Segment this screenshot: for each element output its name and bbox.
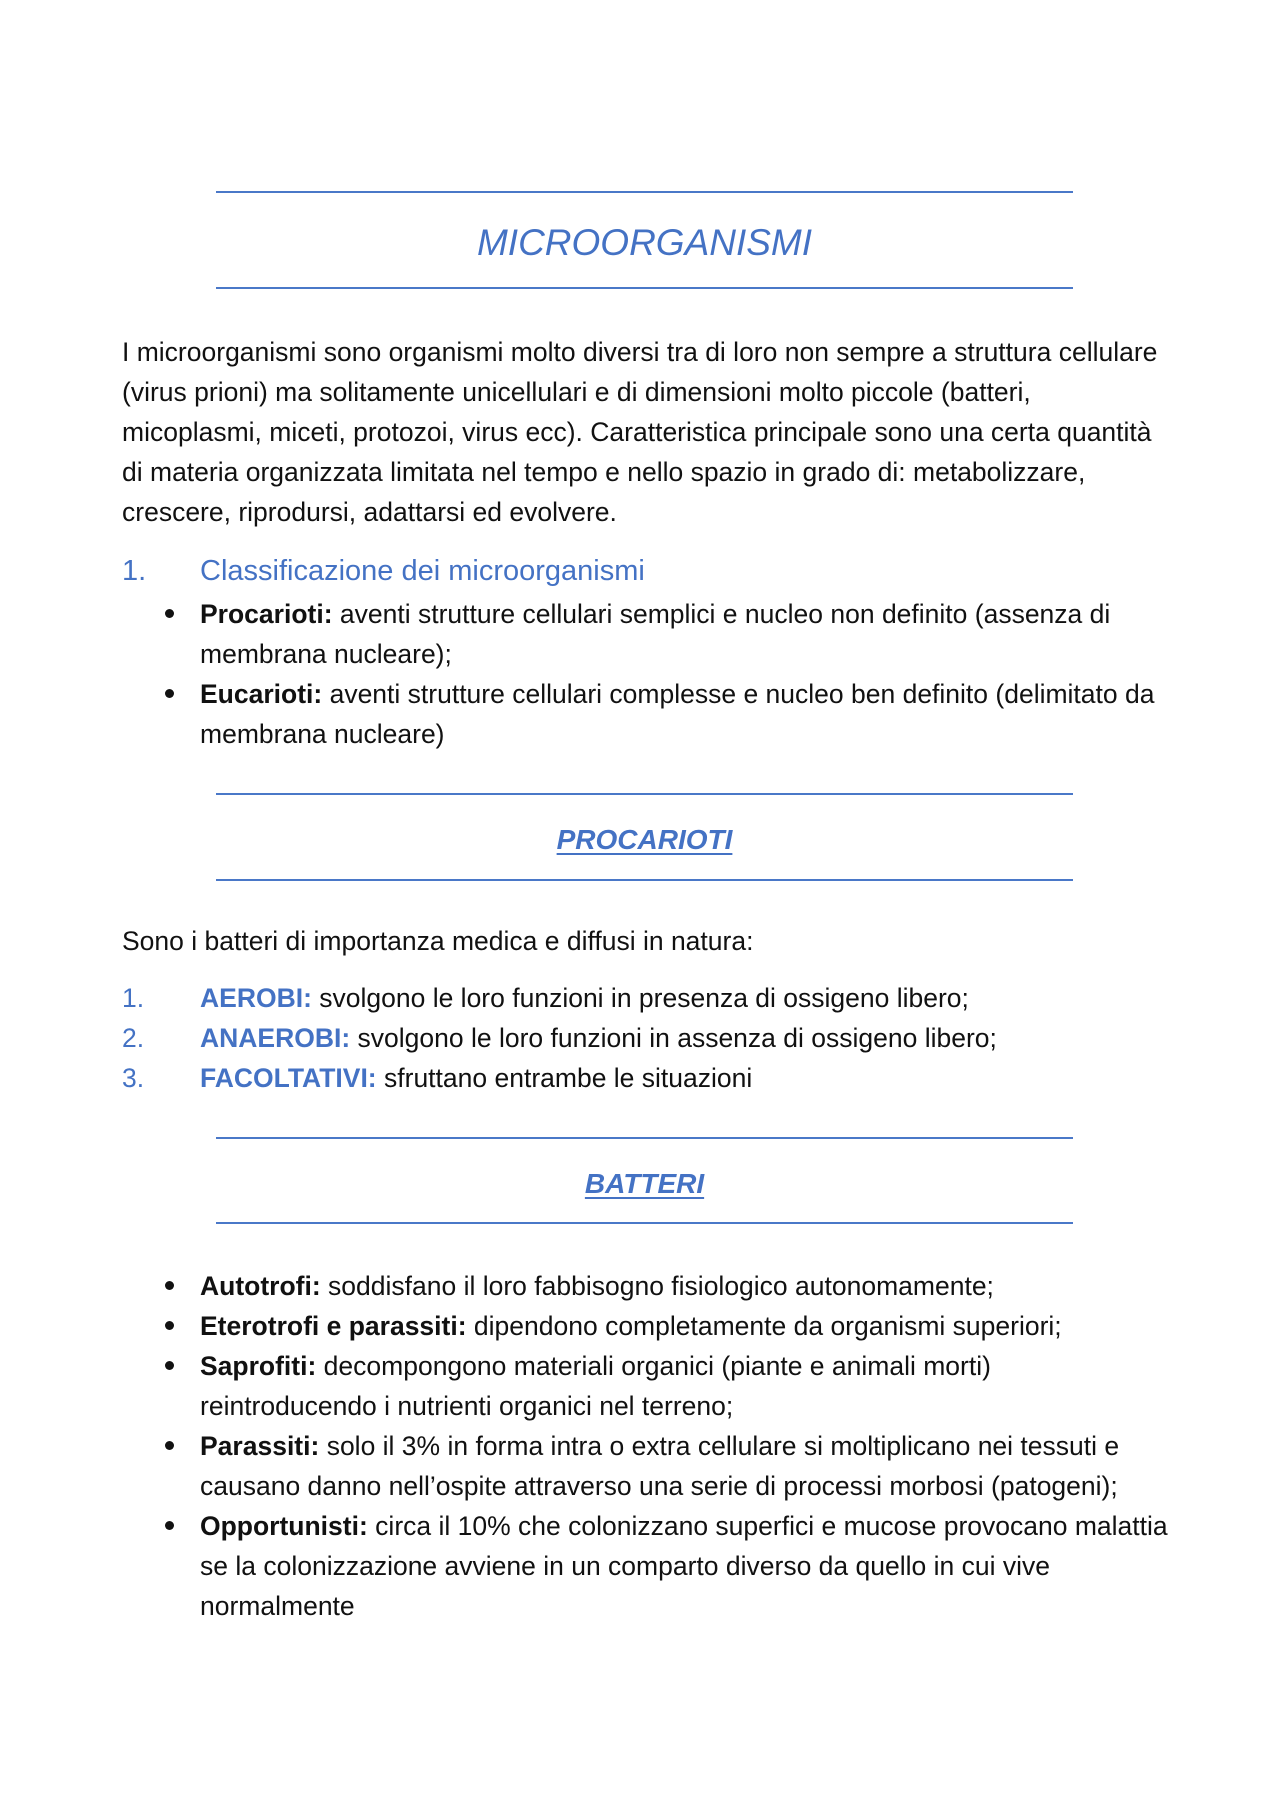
item-text: circa il 10% che colonizzano superfici e mucose provocano malattia se la colonizzazione avviene in un comparto diverso da quello in cui vive normalmente <box>200 1511 1168 1621</box>
item-term: Autotrofi: <box>200 1271 321 1301</box>
batteri-rule-top <box>216 1137 1073 1139</box>
item-term: Procarioti: <box>200 599 333 629</box>
classification-list <box>165 594 1175 754</box>
item-term: AEROBI: <box>200 983 312 1013</box>
item-text: dipendono completamente da organismi superiori; <box>466 1311 1062 1341</box>
section-number: 1. <box>122 555 147 587</box>
list-item <box>165 1306 1175 1346</box>
batteri-heading: BATTERI <box>584 1168 705 1199</box>
item-term: Parassiti: <box>200 1431 320 1461</box>
bullet-icon <box>165 1361 174 1370</box>
bullet-icon <box>165 609 174 618</box>
list-item <box>165 1266 1175 1306</box>
list-item <box>165 1346 1175 1426</box>
procarioti-intro: Sono i batteri di importanza medica e diffusi in natura: <box>122 926 754 956</box>
item-term: FACOLTATIVI: <box>200 1063 377 1093</box>
item-number: 3. <box>122 1063 145 1093</box>
list-item <box>165 674 1175 754</box>
list-item <box>165 1426 1175 1506</box>
section-title: Classificazione dei microorganismi <box>200 555 645 587</box>
intro-paragraph: I microorganismi sono organismi molto diversi tra di loro non sempre a struttura cellulare (virus prioni) ma solitamente unicellulari e di dimensioni molto piccole (batteri, micoplasmi, miceti, protozoi, virus ecc). Caratteristica principale sono una certa quantità di materia organizzata limitata nel tempo e nello spazio in grado di: metabolizzare, crescere, riprodursi, adattarsi ed evolvere. <box>122 337 1158 527</box>
item-term: Opportunisti: <box>200 1511 368 1541</box>
item-text: svolgono le loro funzioni in presenza di ossigeno libero; <box>311 983 969 1013</box>
item-term: Eterotrofi e parassiti: <box>200 1311 467 1341</box>
item-term: Saprofiti: <box>200 1351 317 1381</box>
title-rule-bottom <box>216 287 1073 289</box>
page-title: MICROORGANISMI <box>476 222 813 263</box>
bullet-icon <box>165 1521 174 1530</box>
list-item <box>122 978 1172 1018</box>
item-text: decompongono materiali organici (piante e animali morti) reintroducendo i nutrienti organici nel terreno; <box>200 1351 991 1421</box>
procarioti-rule-top <box>216 793 1073 795</box>
bullet-icon <box>165 689 174 698</box>
item-text: soddisfano il loro fabbisogno fisiologico autonomamente; <box>320 1271 994 1301</box>
bullet-icon <box>165 1321 174 1330</box>
item-number: 2. <box>122 1023 145 1053</box>
item-text: solo il 3% in forma intra o extra cellulare si moltiplicano nei tessuti e causano danno nell’ospite attraverso una serie di processi morbosi (patogeni); <box>200 1431 1120 1501</box>
list-item <box>165 1506 1175 1626</box>
batteri-list <box>165 1266 1175 1626</box>
item-text: aventi strutture cellulari complesse e nucleo ben definito (delimitato da membrana nucleare) <box>200 679 1155 749</box>
procarioti-heading: PROCARIOTI <box>556 824 733 855</box>
title-rule-top <box>216 191 1073 193</box>
item-text: sfruttano entrambe le situazioni <box>376 1063 753 1093</box>
item-term: Eucarioti: <box>200 679 323 709</box>
item-text: svolgono le loro funzioni in assenza di ossigeno libero; <box>350 1023 997 1053</box>
item-term: ANAEROBI: <box>200 1023 351 1053</box>
list-item <box>122 1058 1172 1098</box>
list-item <box>122 1018 1172 1058</box>
batteri-rule-bottom <box>216 1222 1073 1224</box>
item-text: aventi strutture cellulari semplici e nucleo non definito (assenza di membrana nucleare); <box>200 599 1111 669</box>
procarioti-list <box>122 978 1172 1098</box>
procarioti-rule-bottom <box>216 879 1073 881</box>
bullet-icon <box>165 1441 174 1450</box>
list-item <box>165 594 1175 674</box>
item-number: 1. <box>122 983 145 1013</box>
bullet-icon <box>165 1281 174 1290</box>
